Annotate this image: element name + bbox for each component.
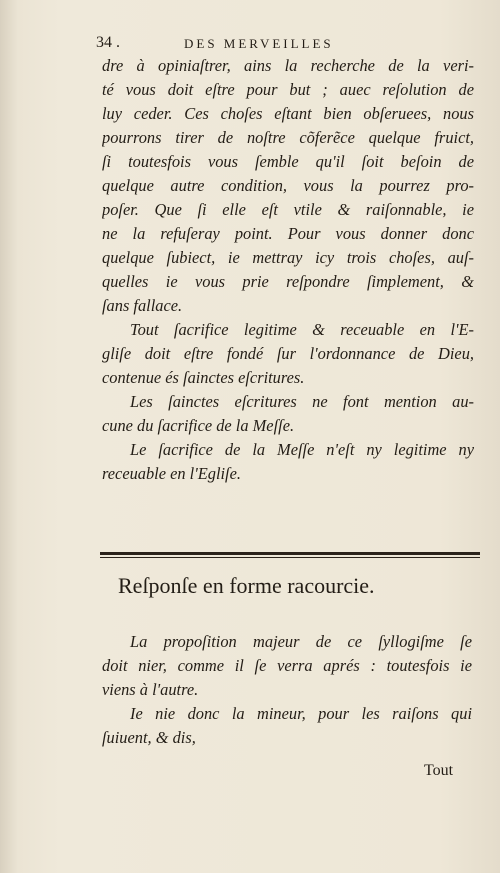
text-line: ſuiuent, & dis, [102,728,196,747]
text-line: quelles ie vous prie reſpondre ſimplement, & [102,272,474,291]
text-line: Ie nie donc la mineur, pour les raiſons qui [130,704,472,723]
text-line: poſer. Que ſi elle eſt vtile & raiſonnable, ie [102,200,474,219]
section-divider [100,552,480,558]
section-heading: Reſponſe en forme racourcie. [118,573,375,598]
text-line: ſi toutesfois vous ſemble qu'il ſoit beſoin de [102,152,474,171]
text-line: ſans fallace. [102,296,183,315]
text-line: cune du ſacrifice de la Meſſe. [102,416,295,435]
text-line: té vous doit eſtre pour but ; auec reſolution de [102,80,474,99]
paragraph-minor-premise [102,390,474,438]
text-line: pourrons tirer de noſtre cõferẽce quelque fruict, [102,128,474,147]
paragraph-conclusion [102,438,474,486]
text-line: Tout ſacrifice legitime & receuable en l'E- [130,320,474,339]
text-line: quelque ſubiect, ie mettray icy trois choſes, auſ- [102,248,474,267]
paragraph-major-premise [102,318,474,390]
text-line: receuable en l'Egliſe. [102,464,241,483]
text-line: La propoſition majeur de ce ſyllogiſme ſe [130,632,472,651]
text-line: Le ſacrifice de la Meſſe n'eſt ny legitime ny [130,440,474,459]
text-line: contenue és ſainctes eſcritures. [102,368,305,387]
text-line: luy ceder. Ces choſes eſtant bien obſeruees, nous [102,104,474,123]
catchword: Tout [424,762,454,779]
paragraph-response-2 [102,702,472,750]
text-line: viens à l'autre. [102,680,199,699]
text-line: Les ſainctes eſcritures ne font mention au- [130,392,474,411]
main-text [102,54,474,486]
response-text [102,630,472,750]
page-number: 34 . [96,34,120,51]
text-line: gliſe doit eſtre fondé ſur l'ordonnance de Dieu, [102,344,474,363]
paragraph-intro [102,54,474,318]
text-line: dre à opiniaſtrer, ains la recherche de la veri- [102,56,474,75]
text-line: ne la refuſeray point. Pour vous donner donc [102,224,474,243]
paragraph-response-1 [102,630,472,702]
running-title: DES MERVEILLES [184,36,334,51]
page-header [96,34,396,54]
text-line: doit nier, comme il ſe verra aprés : toutesfois ie [102,656,472,675]
text-line: quelque autre condition, vous la pourrez pro- [102,176,474,195]
